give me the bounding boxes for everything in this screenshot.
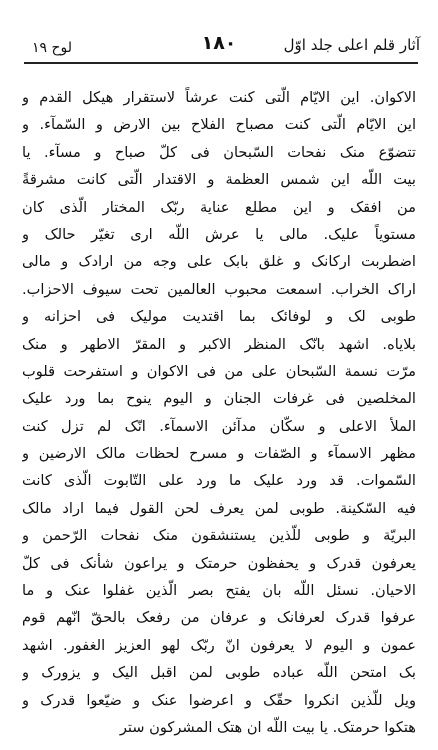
- text-line: عرفوا قدرک لعرفانک و عرفان من رفعک بالحقّ انّهم قوم: [22, 609, 416, 627]
- text-line: این الایّام الّتی کنت مصباح الفلاح بین الارض و السّمآء. و: [22, 116, 416, 134]
- text-line: عمون و الیوم لا یعرفون انّ ربّک لهو العزیز الغفور. اشهد: [22, 636, 416, 654]
- text-line: هتکوا حرمتک. یا بیت اللّه ان هتک المشرکون ستر: [119, 718, 416, 736]
- text-line: فیه السّکینة. طوبی لمن یعرف لحن القول فیما اراد مالک: [22, 499, 416, 517]
- text-line: الاکوان. این الایّام الّتی کنت عرشاً لاستقرار هیکل القدم و: [22, 89, 416, 106]
- page-number: ١٨٠: [201, 32, 237, 54]
- text-line: بک امتحن اللّه عباده طوبی لمن اقبل الیک و یزورک و: [22, 664, 416, 682]
- text-line: یعرفون قدرک و یحفظون حرمتک و یراعون شأنک فی کلّ: [22, 554, 416, 572]
- text-line: البریّة و طوبی للّذین یستنشقون منک نفحات الرّحمن و: [22, 527, 416, 545]
- text-line: اراک الخراب. اسمعت محبوب العالمین تحت سیوف الاحزاب.: [22, 280, 416, 298]
- header-rule: [24, 62, 418, 64]
- page-header: [18, 6, 420, 56]
- text-line: مرّت نسمة السّبحان علی من فی الاکوان و استفرحت قلوب: [22, 362, 416, 380]
- text-line: اضطربت ارکانک و غلق بابک علی وجه من ارادک و مالی: [22, 253, 416, 271]
- text-line: تتضوّع منک نفحات السّبحان فی کلّ صباح و مسآء. یا: [22, 143, 416, 161]
- body-text: [22, 84, 416, 741]
- text-line: بلایاه. اشهد بانّک المنظر الاکبر و المقرّ الاطهر و منک: [22, 335, 416, 353]
- text-line: المخلصین فی غرفات الجنان و الیوم ینوح بما ورد علیک: [22, 390, 416, 408]
- text-line: مستویاً علیک. مالی یا عرش اللّه اری تغیّر حالک و: [22, 225, 416, 243]
- text-line: مظهر الاسمآء و الصّفات و مسرح لحظات مالک الارضین و: [22, 445, 416, 463]
- text-line: بیت اللّه این شمس العظمة و الاقتدار الّتی کانت مشرقةً: [22, 171, 416, 189]
- text-line: الملأ الاعلی و سکّان مدآئن الاسمآء. انّک لم تزل کنت: [22, 417, 416, 435]
- tablet-label: لوح ١٩: [32, 40, 73, 56]
- text-line: من افقک و این مطلع عنایة ربّک المختار الّذی کان: [22, 198, 416, 216]
- text-line: السّموات. قد ورد علیک ما ورد علی التّابوت الّذی کانت: [22, 472, 416, 490]
- book-title: آثار قلم اعلی جلد اوّل: [283, 36, 420, 54]
- text-line: ویل للّذین انکروا حقّک و اعرضوا عنک و ضیّعوا قدرک و: [22, 691, 416, 709]
- text-line: طوبی لک و لوفائک بما اقتدیت مولیک فی احزانه و: [22, 308, 416, 326]
- text-line: الاحیان. نسئل اللّه بان یفتح بصر الّذین غفلوا عنک و ما: [22, 582, 416, 600]
